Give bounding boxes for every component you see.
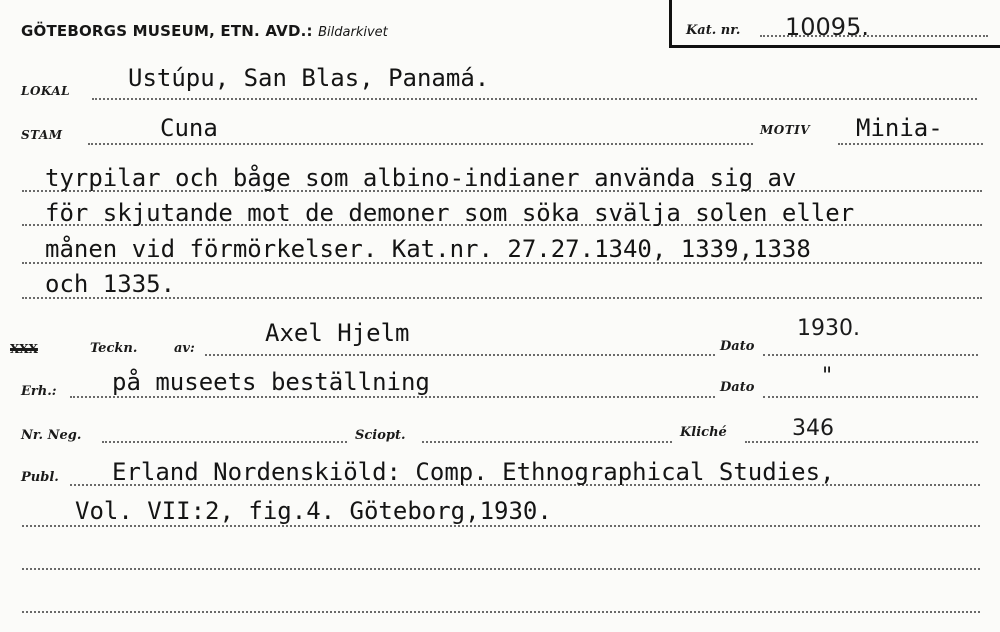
- catalog-number: 10095.: [785, 13, 869, 41]
- cliche-line: [745, 441, 978, 443]
- teckn-date-value: 1930.: [797, 316, 860, 341]
- stam-line: [88, 143, 753, 145]
- catalog-number-label: Kat. nr.: [686, 23, 741, 38]
- teckn-date-label: Dato: [720, 339, 755, 354]
- rule-line: [22, 568, 980, 570]
- teckn-label: Teckn.: [90, 341, 138, 356]
- cliche-value: 346: [792, 416, 834, 441]
- institution-name: GÖTEBORGS MUSEUM, ETN. AVD.:: [21, 22, 313, 40]
- motiv-line-3: för skjutande mot de demoner som söka svälja solen eller: [45, 199, 855, 227]
- lokal-value: Ustúpu, San Blas, Panamá.: [128, 64, 490, 92]
- erh-date-line: [763, 396, 978, 398]
- sciopt-line: [422, 441, 672, 443]
- teckn-av-label: av:: [174, 341, 195, 356]
- motiv-line-2: tyrpilar och båge som albino-indianer använda sig av: [45, 164, 797, 192]
- rule-line: [22, 611, 980, 613]
- motiv-line: [838, 143, 983, 145]
- stam-label: STAM: [21, 128, 63, 142]
- neg-label: Nr. Neg.: [21, 428, 82, 443]
- lokal-line: [92, 98, 977, 100]
- motiv-label: MOTIV: [760, 123, 811, 137]
- neg-line: [102, 441, 347, 443]
- motiv-line-1: Minia-: [856, 114, 943, 142]
- sciopt-label: Sciopt.: [355, 428, 406, 443]
- cliche-label: Kliché: [680, 425, 727, 440]
- lokal-label: LOKAL: [21, 84, 71, 98]
- erh-line: [70, 396, 715, 398]
- motiv-line-4: månen vid förmörkelser. Kat.nr. 27.27.1340, 1339,1338: [45, 235, 811, 263]
- erh-value: på museets beställning: [112, 368, 430, 396]
- stam-value: Cuna: [160, 114, 218, 142]
- archive-name: Bildarkivet: [318, 25, 388, 40]
- teckn-value: Axel Hjelm: [265, 319, 410, 347]
- card-header: [21, 22, 388, 40]
- teckn-date-line: [763, 354, 978, 356]
- publ-line-2: Vol. VII:2, fig.4. Göteborg,1930.: [75, 497, 552, 525]
- publ-line-1: Erland Nordenskiöld: Comp. Ethnographical Studies,: [112, 458, 835, 486]
- erh-label: Erh.:: [21, 384, 57, 399]
- motiv-line-5: och 1335.: [45, 270, 176, 298]
- publ-label: Publ.: [21, 470, 59, 485]
- teckn-line: [205, 354, 715, 356]
- rule-line: [22, 525, 980, 527]
- erh-date-label: Dato: [720, 380, 755, 395]
- struck-label: XXX: [10, 342, 38, 356]
- erh-date-value: ": [822, 364, 833, 389]
